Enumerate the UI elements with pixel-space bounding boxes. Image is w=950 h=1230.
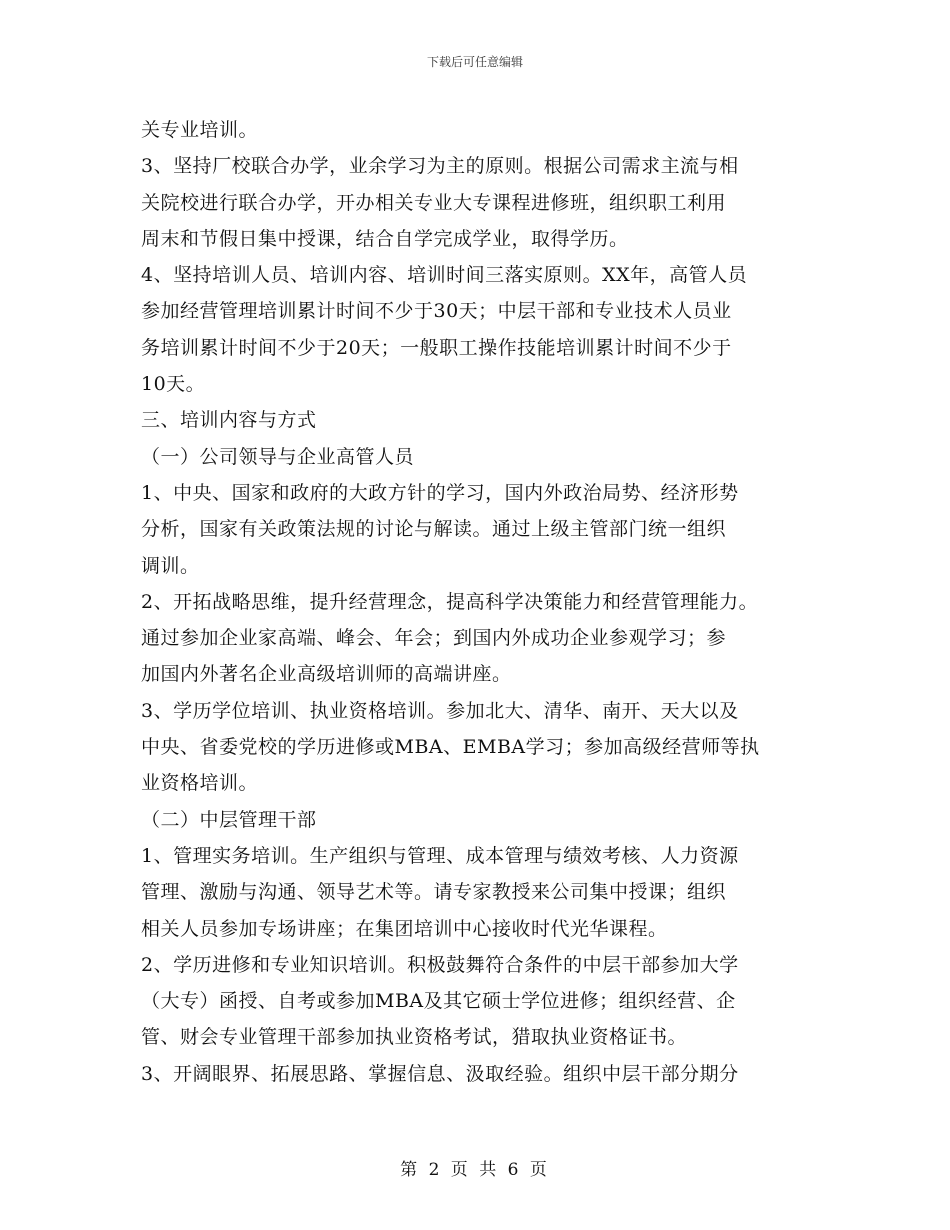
text-line: 管理、激励与沟通、领导艺术等。请专家教授来公司集中授课；组织 xyxy=(141,881,727,904)
text-line: 通过参加企业家高端、峰会、年会；到国内外成功企业参观学习；参 xyxy=(141,627,727,650)
text-line: 关专业培训。 xyxy=(141,119,259,141)
text-line: （大专）函授、自考或参加MBA及其它硕士学位进修；组织经营、企 xyxy=(141,990,736,1013)
text-line: 调训。 xyxy=(141,554,200,577)
text-line: 3、学历学位培训、执业资格培训。参加北大、清华、南开、天大以及 xyxy=(141,699,739,722)
text-line: 管、财会专业管理干部参加执业资格考试，猎取执业资格证书。 xyxy=(141,1026,688,1049)
subsection-heading: （一）公司领导与企业高管人员 xyxy=(141,445,415,468)
page-footer: 第 2 页 共 6 页 xyxy=(400,1160,550,1180)
document-body xyxy=(141,112,831,1092)
text-line: 4、坚持培训人员、培训内容、培训时间三落实原则。XX年，高管人员 xyxy=(141,264,748,287)
text-line: 3、开阔眼界、拓展思路、掌握信息、汲取经验。组织中层干部分期分 xyxy=(141,1062,739,1085)
text-line: 1、中央、国家和政府的大政方针的学习，国内外政治局势、经济形势 xyxy=(141,481,739,504)
text-line: 相关人员参加专场讲座；在集团培训中心接收时代光华课程。 xyxy=(141,917,668,940)
text-line: 务培训累计时间不少于20天；一般职工操作技能培训累计时间不少于 xyxy=(141,336,732,359)
text-line: 参加经营管理培训累计时间不少于30天；中层干部和专业技术人员业 xyxy=(141,300,732,323)
text-line: 中央、省委党校的学历进修或MBA、EMBA学习；参加高级经营师等执 xyxy=(141,736,760,759)
text-line: 3、坚持厂校联合办学，业余学习为主的原则。根据公司需求主流与相 xyxy=(141,155,739,178)
section-heading: 三、培训内容与方式 xyxy=(141,409,317,432)
text-line: 1、管理实务培训。生产组织与管理、成本管理与绩效考核、人力资源 xyxy=(141,844,739,867)
text-line: 10天。 xyxy=(141,373,206,396)
text-line: 加国内外著名企业高级培训师的高端讲座。 xyxy=(141,663,512,686)
text-line: 周末和节假日集中授课，结合自学完成学业，取得学历。 xyxy=(141,227,629,250)
text-line: 关院校进行联合办学，开办相关专业大专课程进修班，组织职工利用 xyxy=(141,191,727,214)
subsection-heading: （二）中层管理干部 xyxy=(141,808,317,831)
text-line: 2、开拓战略思维，提升经营理念，提高科学决策能力和经营管理能力。 xyxy=(141,590,759,613)
text-line: 2、学历进修和专业知识培训。积极鼓舞符合条件的中层干部参加大学 xyxy=(141,953,739,976)
page-header-note: 下载后可任意编辑 xyxy=(426,55,523,69)
text-line: 业资格培训。 xyxy=(141,772,259,795)
text-line: 分析，国家有关政策法规的讨论与解读。通过上级主管部门统一组织 xyxy=(141,518,727,541)
